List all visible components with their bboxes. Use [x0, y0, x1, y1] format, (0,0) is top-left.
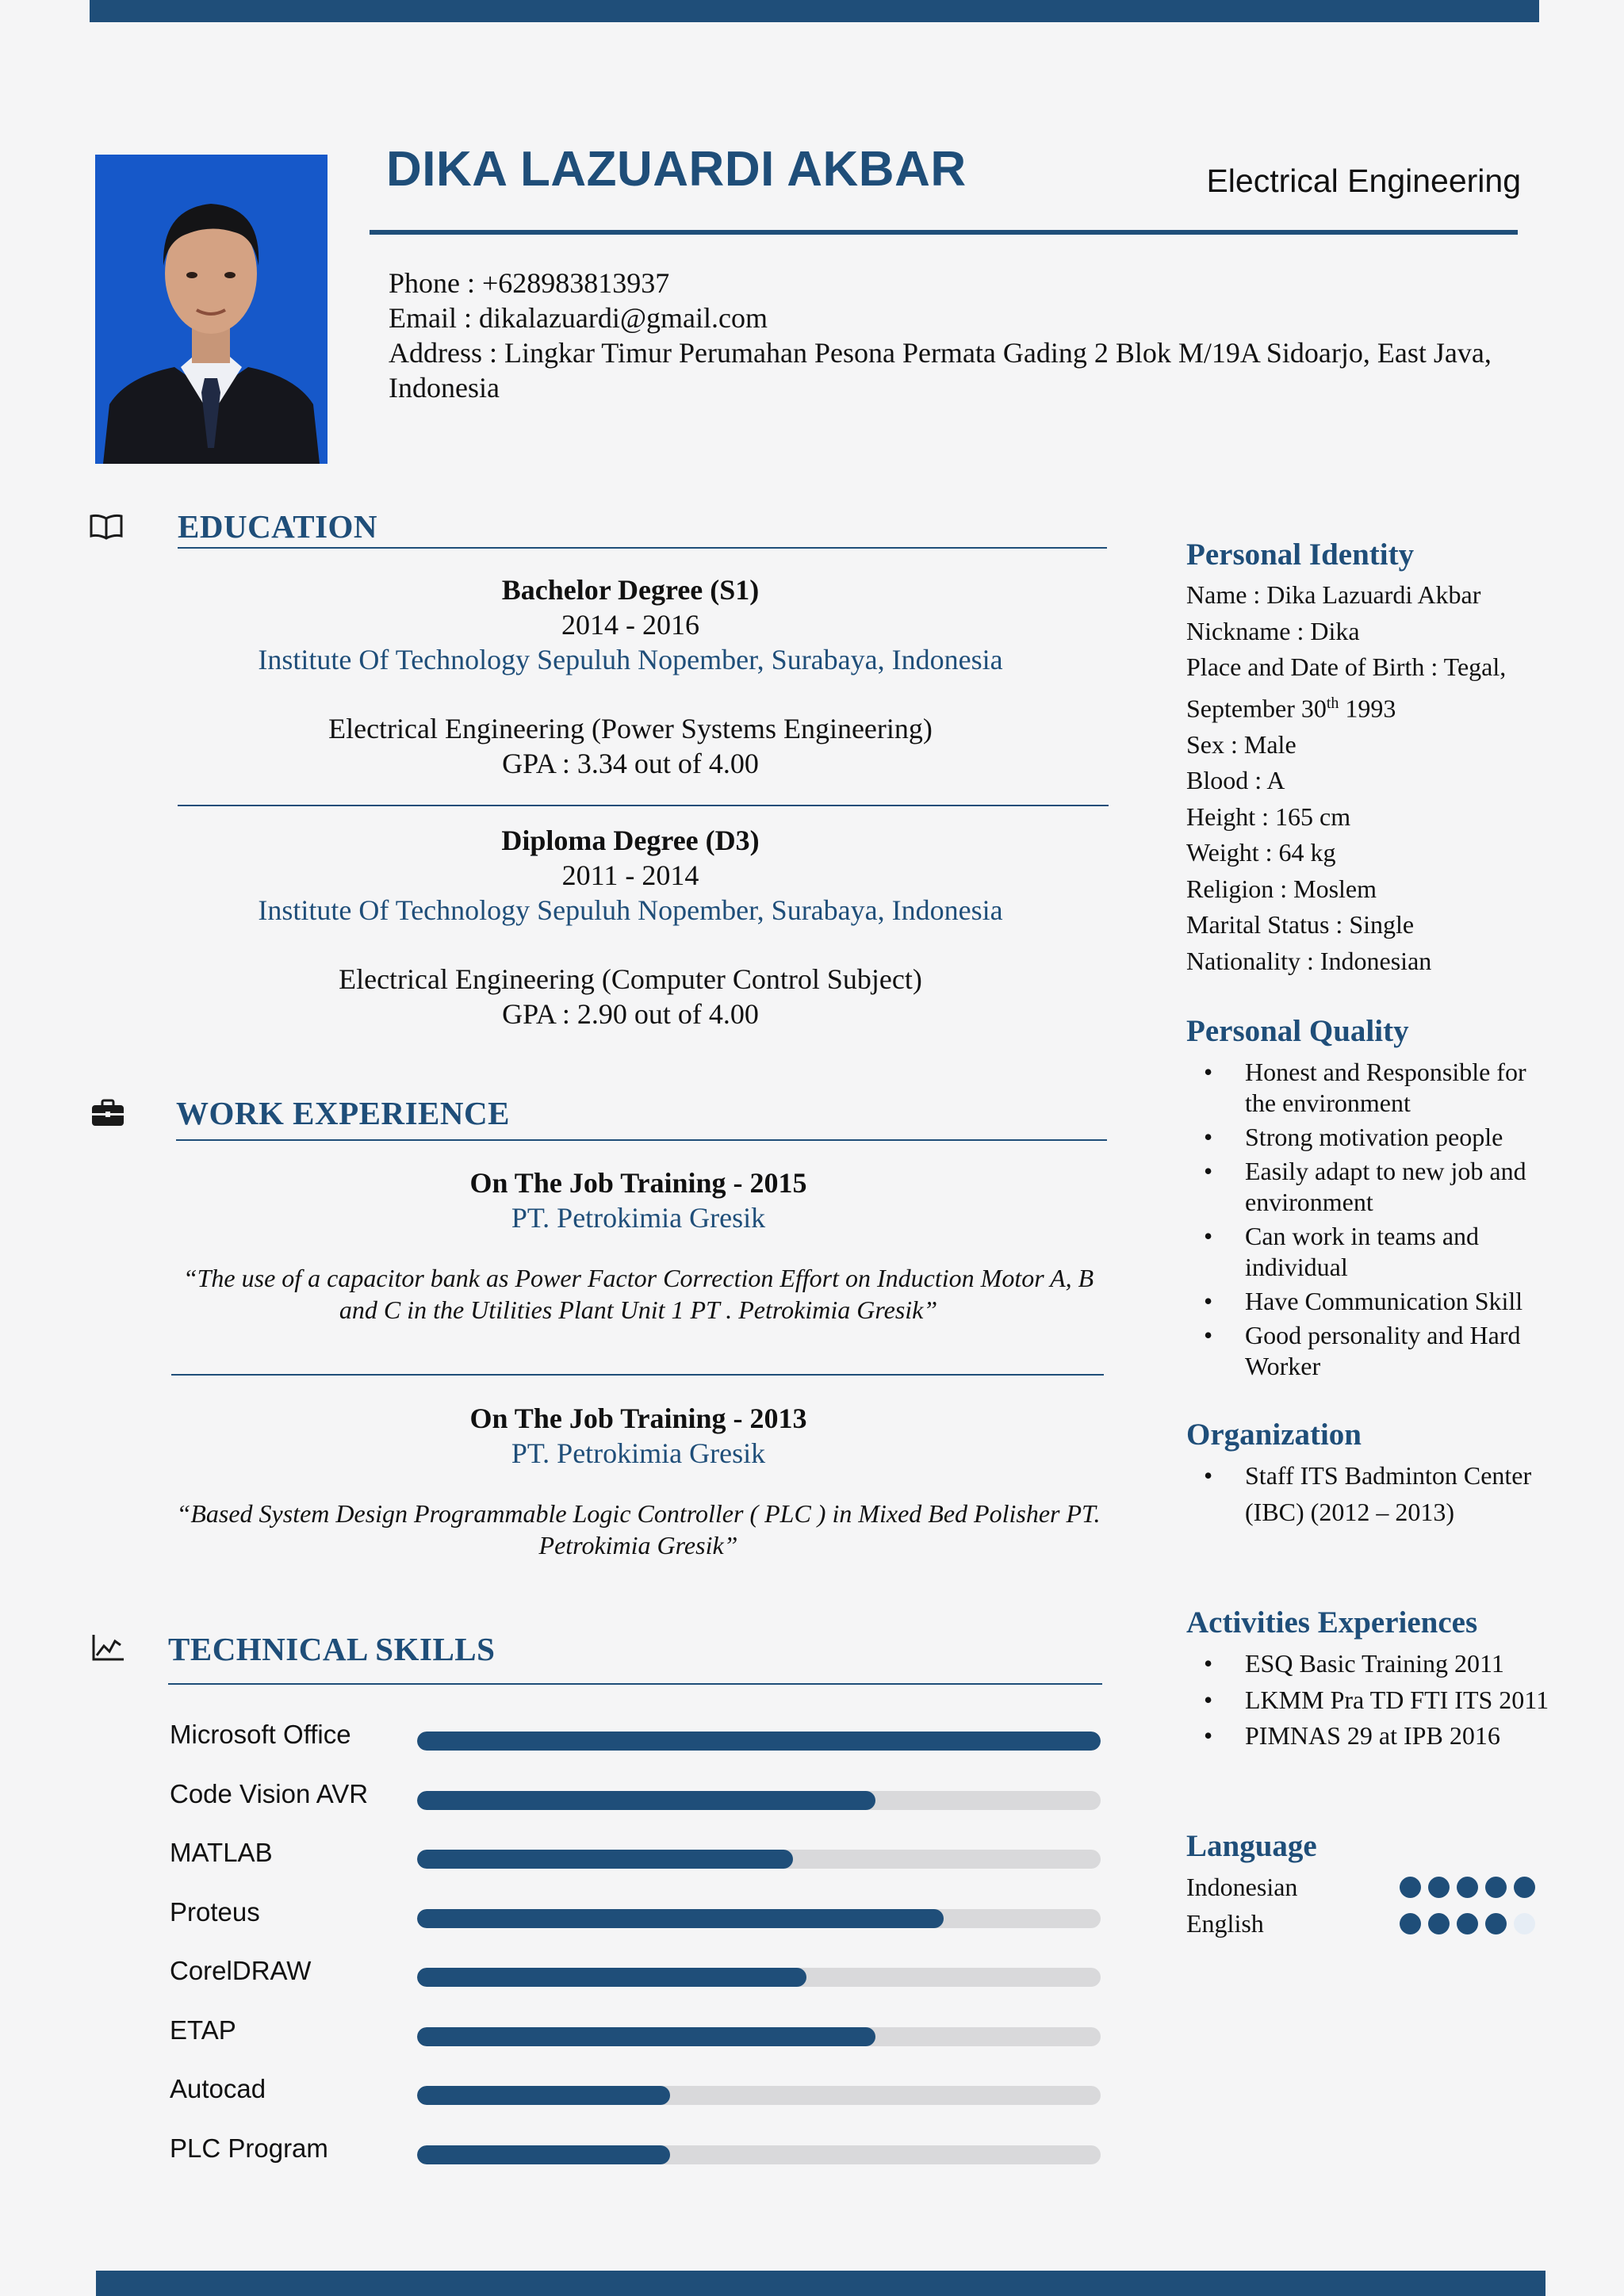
- identity-nationality: Nationality : Indonesian: [1186, 946, 1432, 975]
- skill-bar-fill: [417, 1909, 944, 1928]
- activities-list: [1186, 1646, 1559, 1755]
- organization-title: Organization: [1186, 1418, 1362, 1452]
- job-title: On The Job Training - 2013: [469, 1402, 807, 1434]
- education-separator: [178, 805, 1109, 806]
- top-accent-bar: [90, 0, 1539, 22]
- list-item: • Staff ITS Badminton Center (IBC) (2012 – 2013): [1186, 1458, 1559, 1530]
- skill-bar-track: [417, 1791, 1101, 1810]
- education-item: [174, 572, 1086, 781]
- skill-label: Code Vision AVR: [170, 1778, 369, 1808]
- rating-dot: [1428, 1877, 1450, 1898]
- job-company: PT. Petrokimia Gresik: [511, 1437, 766, 1469]
- skill-label: Proteus: [170, 1896, 260, 1927]
- job-description: “Based System Design Programmable Logic Controller ( PLC ) in Mixed Bed Polisher PT. Petrokimia Gresik”: [176, 1499, 1101, 1559]
- study-major: Electrical Engineering (Computer Control Subject): [339, 963, 922, 995]
- institution: Institute Of Technology Sepuluh Nopember, Surabaya, Indonesia: [258, 894, 1003, 926]
- skill-label: Microsoft Office: [170, 1720, 351, 1749]
- work-rule: [176, 1139, 1107, 1141]
- job-item: [170, 1165, 1106, 1326]
- language-rating: [1400, 1877, 1535, 1898]
- language-rating: [1400, 1913, 1535, 1934]
- study-major: Electrical Engineering (Power Systems Engineering): [328, 713, 933, 744]
- work-title: WORK EXPERIENCE: [176, 1095, 510, 1131]
- degree-years: 2011 - 2014: [561, 859, 699, 891]
- organization-list: [1186, 1458, 1559, 1530]
- work-separator: [171, 1374, 1104, 1376]
- skills-title: TECHNICAL SKILLS: [168, 1631, 496, 1667]
- rating-dot: [1428, 1913, 1450, 1934]
- list-item: • Honest and Responsible for the environment: [1186, 1057, 1559, 1119]
- list-item: • Strong motivation people: [1186, 1122, 1559, 1153]
- skill-bar-fill: [417, 2027, 875, 2046]
- email-text: Email : dikalazuardi@gmail.com: [389, 302, 768, 334]
- candidate-name: DIKA LAZUARDI AKBAR: [386, 142, 967, 197]
- header-divider: [370, 230, 1518, 235]
- skill-bar-track: [417, 1909, 1101, 1928]
- identity-marital: Marital Status : Single: [1186, 910, 1415, 939]
- education-title: EDUCATION: [178, 508, 378, 545]
- skill-label: MATLAB: [170, 1838, 273, 1867]
- language-title: Language: [1186, 1829, 1317, 1863]
- job-item: [170, 1401, 1106, 1561]
- skill-bar-fill: [417, 1968, 806, 1987]
- skill-bar-fill: [417, 1850, 793, 1869]
- book-icon: [89, 512, 124, 541]
- skills-rule: [168, 1683, 1102, 1685]
- list-item: • PIMNAS 29 at IPB 2016: [1186, 1718, 1559, 1755]
- identity-name: Name : Dika Lazuardi Akbar: [1186, 580, 1481, 609]
- skill-bar-fill: [417, 2145, 670, 2164]
- language-name: Indonesian: [1186, 1873, 1298, 1901]
- rating-dot: [1514, 1913, 1535, 1934]
- rating-dot: [1485, 1913, 1507, 1934]
- degree-years: 2014 - 2016: [561, 609, 699, 641]
- gpa: GPA : 2.90 out of 4.00: [502, 998, 759, 1030]
- job-title: On The Job Training - 2015: [469, 1167, 807, 1199]
- language-row: [1186, 1873, 1535, 1902]
- identity-religion: Religion : Moslem: [1186, 874, 1377, 903]
- bottom-accent-bar: [96, 2271, 1545, 2296]
- profile-photo: [95, 155, 327, 464]
- address-text: Address : Lingkar Timur Perumahan Pesona Permata Gading 2 Blok M/19A Sidoarjo, East Java, Indonesia: [389, 337, 1492, 404]
- skill-label: Autocad: [170, 2074, 266, 2103]
- skill-label: ETAP: [170, 2015, 236, 2045]
- skill-bar-track: [417, 2145, 1101, 2164]
- identity-weight: Weight : 64 kg: [1186, 838, 1336, 867]
- contact-info: [389, 266, 1522, 405]
- job-description: “The use of a capacitor bank as Power Factor Correction Effort on Induction Motor A, B and C in the Utilities Plant Unit 1 PT . Petrokimia Gresik”: [182, 1264, 1094, 1324]
- rating-dot: [1400, 1913, 1421, 1934]
- job-company: PT. Petrokimia Gresik: [511, 1202, 766, 1234]
- skill-bar-fill: [417, 2086, 670, 2105]
- language-name: English: [1186, 1909, 1264, 1938]
- identity-title: Personal Identity: [1186, 538, 1415, 572]
- skill-label: PLC Program: [170, 2133, 328, 2163]
- quality-list: [1186, 1057, 1559, 1385]
- identity-birth: Place and Date of Birth : Tegal, September 30th 1993: [1186, 652, 1507, 723]
- list-item: • LKMM Pra TD FTI ITS 2011: [1186, 1682, 1559, 1719]
- skill-bar-track: [417, 1850, 1101, 1869]
- rating-dot: [1400, 1877, 1421, 1898]
- chart-line-icon: [90, 1633, 125, 1662]
- education-item: [174, 823, 1086, 1031]
- education-rule: [178, 547, 1107, 549]
- skill-bar-track: [417, 2086, 1101, 2105]
- list-item: • Have Communication Skill: [1186, 1286, 1559, 1317]
- degree: Diploma Degree (D3): [501, 825, 760, 856]
- skill-bar-fill: [417, 1791, 875, 1810]
- briefcase-icon: [90, 1099, 125, 1127]
- rating-dot: [1485, 1877, 1507, 1898]
- phone-text: Phone : +628983813937: [389, 267, 670, 299]
- identity-height: Height : 165 cm: [1186, 802, 1351, 831]
- rating-dot: [1514, 1877, 1535, 1898]
- skill-bar-fill: [417, 1732, 1101, 1751]
- quality-title: Personal Quality: [1186, 1014, 1409, 1048]
- rating-dot: [1457, 1877, 1478, 1898]
- skill-bar-track: [417, 2027, 1101, 2046]
- identity-nickname: Nickname : Dika: [1186, 616, 1360, 645]
- skill-bar-track: [417, 1732, 1101, 1751]
- list-item: • ESQ Basic Training 2011: [1186, 1646, 1559, 1682]
- activities-title: Activities Experiences: [1186, 1605, 1478, 1640]
- skill-label: CorelDRAW: [170, 1956, 312, 1985]
- gpa: GPA : 3.34 out of 4.00: [502, 748, 759, 779]
- candidate-major: Electrical Engineering: [1206, 163, 1521, 199]
- identity-blood: Blood : A: [1186, 766, 1285, 795]
- rating-dot: [1457, 1913, 1478, 1934]
- list-item: • Can work in teams and individual: [1186, 1221, 1559, 1283]
- identity-sex: Sex : Male: [1186, 729, 1297, 759]
- language-row: [1186, 1909, 1535, 1938]
- list-item: • Easily adapt to new job and environment: [1186, 1156, 1559, 1218]
- skill-bar-track: [417, 1968, 1101, 1987]
- list-item: • Good personality and Hard Worker: [1186, 1320, 1559, 1382]
- identity-details: [1186, 577, 1559, 979]
- institution: Institute Of Technology Sepuluh Nopember, Surabaya, Indonesia: [258, 644, 1003, 675]
- degree: Bachelor Degree (S1): [501, 574, 760, 606]
